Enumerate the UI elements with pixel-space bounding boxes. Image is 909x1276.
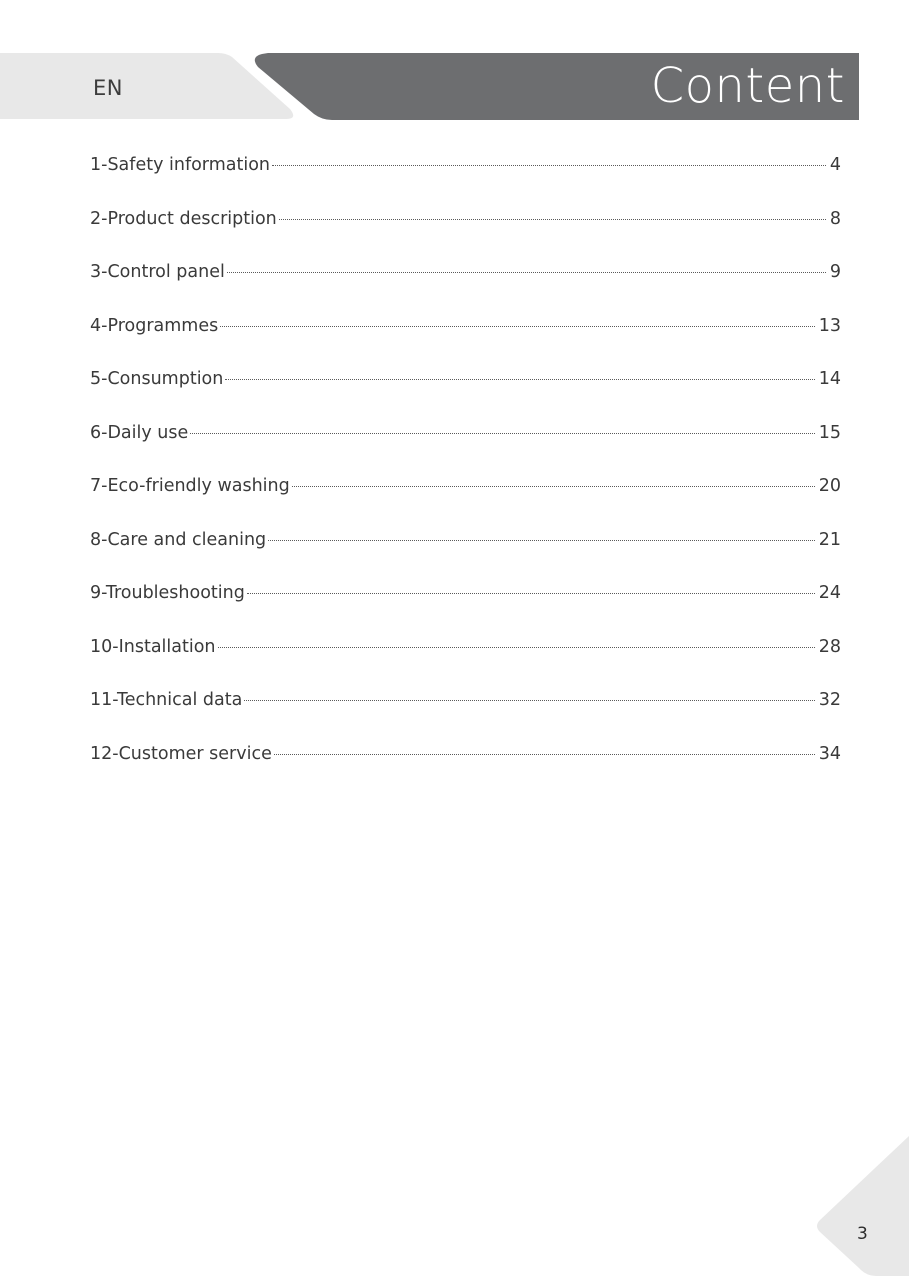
toc-entry-title: 5-Consumption — [90, 369, 224, 389]
page-title: Content — [650, 58, 845, 114]
table-of-contents — [90, 155, 841, 797]
toc-entry-page: 13 — [818, 315, 841, 336]
dot-leader — [225, 379, 814, 380]
toc-entry[interactable] — [90, 690, 841, 744]
toc-entry-title: 9-Troubleshooting — [90, 583, 245, 603]
toc-entry[interactable] — [90, 530, 841, 584]
dot-leader — [227, 272, 826, 273]
dot-leader — [292, 486, 815, 487]
toc-entry-title: 7-Eco-friendly washing — [90, 476, 290, 496]
toc-entry-title: 2-Product description — [90, 208, 277, 229]
toc-entry-title: 12-Customer service — [90, 743, 272, 764]
toc-entry[interactable] — [90, 209, 841, 263]
dot-leader — [218, 647, 815, 648]
toc-entry-page: 28 — [818, 636, 841, 657]
toc-entry[interactable] — [90, 316, 841, 370]
toc-entry-title: 1-Safety information — [90, 155, 270, 175]
toc-entry-page: 15 — [818, 422, 841, 443]
toc-entry-page: 34 — [818, 743, 841, 764]
toc-entry-page: 21 — [818, 529, 841, 550]
toc-entry-page: 20 — [818, 476, 841, 496]
dot-leader — [268, 540, 815, 541]
toc-entry[interactable] — [90, 744, 841, 798]
dot-leader — [279, 219, 826, 220]
toc-entry-page: 24 — [818, 583, 841, 603]
toc-entry-page: 14 — [818, 369, 841, 389]
toc-entry[interactable] — [90, 155, 841, 209]
language-code: EN — [93, 76, 123, 100]
dot-leader — [244, 700, 814, 701]
toc-entry[interactable] — [90, 262, 841, 316]
dot-leader — [274, 754, 815, 755]
toc-entry-title: 3-Control panel — [90, 262, 225, 282]
toc-entry-title: 10-Installation — [90, 636, 216, 657]
dot-leader — [272, 165, 826, 166]
toc-entry-page: 4 — [829, 155, 841, 175]
toc-entry-title: 6-Daily use — [90, 422, 189, 443]
dot-leader — [247, 593, 815, 594]
toc-entry-page: 32 — [818, 690, 841, 710]
page-number: 3 — [857, 1224, 868, 1244]
toc-entry[interactable] — [90, 369, 841, 423]
toc-entry[interactable] — [90, 423, 841, 477]
toc-entry[interactable] — [90, 476, 841, 530]
toc-entry-title: 8-Care and cleaning — [90, 529, 267, 550]
toc-entry-page: 8 — [829, 208, 841, 229]
dot-leader — [220, 326, 815, 327]
toc-entry-page: 9 — [829, 262, 841, 282]
toc-entry-title: 4-Programmes — [90, 315, 219, 336]
page-corner — [814, 1136, 909, 1276]
toc-entry[interactable] — [90, 637, 841, 691]
toc-entry[interactable] — [90, 583, 841, 637]
toc-entry-title: 11-Technical data — [90, 690, 243, 710]
dot-leader — [190, 433, 814, 434]
